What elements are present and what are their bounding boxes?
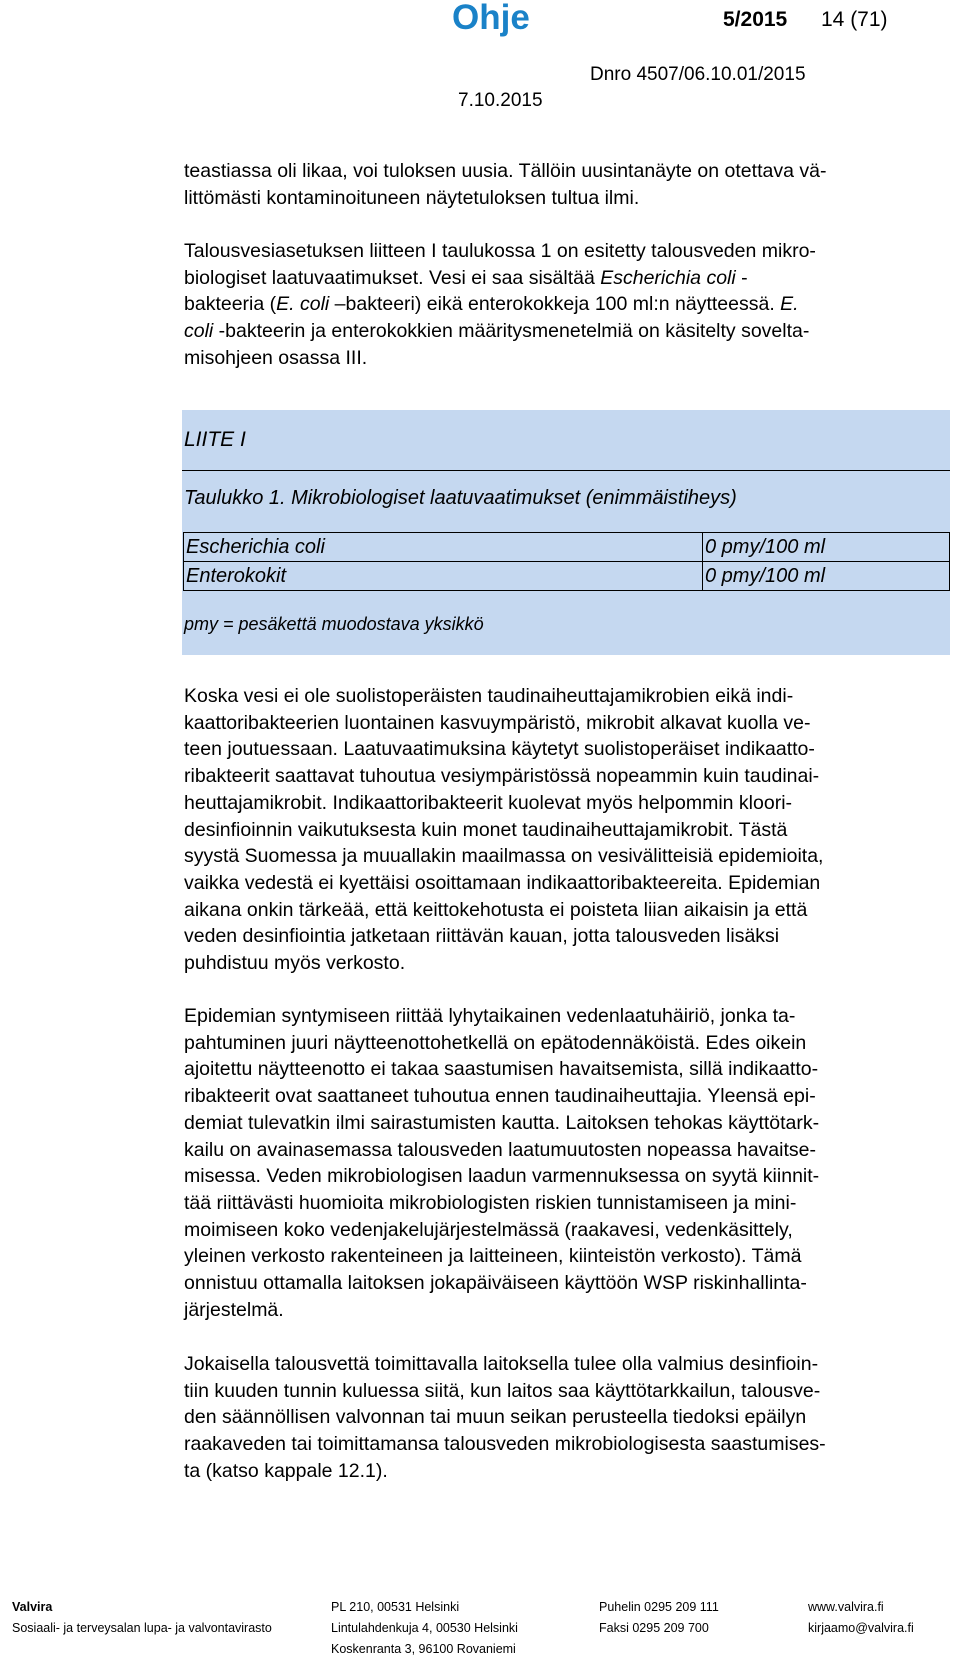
text-line: ribakteerit saattavat tuhoutua vesiympäristössä nopeammin kuin taudinai- <box>184 765 820 788</box>
document-type-title: Ohje <box>452 0 530 37</box>
table-cell-limit: 0 pmy/100 ml <box>703 562 950 591</box>
paragraph-3 <box>184 683 946 977</box>
text-line: aikana onkin tärkeää, että keittokehotusta ei poisteta liian aikaisin ja että <box>184 898 808 921</box>
text-line: onnistuu ottamalla laitoksen jokapäiväiseen käyttöön WSP riskinhallinta- <box>184 1272 807 1295</box>
text-line: misessa. Veden mikrobiologisen laadun varmennuksessa on syytä kiinnit- <box>184 1165 820 1188</box>
table-row <box>184 533 950 562</box>
text-line: puhdistuu myös verkosto. <box>184 952 406 975</box>
text-line: misohjeen osassa III. <box>184 346 368 369</box>
text-line: demiat tulevatkin ilmi sairastumisten kautta. Laitoksen tehokas käyttötark- <box>184 1111 820 1134</box>
record-number: Dnro 4507/06.10.01/2015 <box>590 64 806 85</box>
text-line: yleinen verkosto rakenteineen ja laitteineen, kiinteistön verkosto). Tämä <box>184 1245 802 1268</box>
text-line: moimiseen koko vedenjakelujärjestelmässä (raakavesi, vedenkäsittely, <box>184 1218 793 1241</box>
text-line: pahtuminen juuri näytteenottohetkellä on epätodennäköistä. Edes oikein <box>184 1031 807 1054</box>
footer-fax: Faksi 0295 209 700 <box>599 1621 709 1635</box>
text-line: teastiassa oli likaa, voi tuloksen uusia. Tällöin uusintanäyte on otettava vä- <box>184 160 827 182</box>
text-line: bakteeria (E. coli –bakteeri) eikä enterokokkeja 100 ml:n näytteessä. E. <box>184 293 799 316</box>
footer-email-link[interactable]: kirjaamo@valvira.fi <box>808 1621 914 1635</box>
paragraph-5 <box>184 1351 946 1485</box>
text-line: Epidemian syntymiseen riittää lyhytaikainen vedenlaatuhäiriö, jonka ta- <box>184 1005 796 1027</box>
text-line: tää riittävästi huomioita mikrobiologisten riskien tunnistamiseen ja mini- <box>184 1191 797 1214</box>
text-line: ajoitettu näytteenotto ei takaa saastumisen havaitsemista, sillä indikaatto- <box>184 1058 819 1081</box>
text-line: biologiset laatuvaatimukset. Vesi ei saa sisältää Escherichia coli - <box>184 266 748 289</box>
page-number: 14 (71) <box>821 8 888 31</box>
text-line: Koska vesi ei ole suolistoperäisten taudinaiheuttajamikrobien eikä indi- <box>184 685 794 707</box>
text-line: littömästi kontaminoituneen näytetuloksen tultua ilmi. <box>184 186 640 209</box>
text-line: heuttajamikrobit. Indikaattoribakteerit kuolevat myös helpommin kloori- <box>184 791 793 814</box>
text-line: raakaveden tai toimittamansa talousveden mikrobiologisesta saastumises- <box>184 1433 826 1456</box>
footer-org-full: Sosiaali- ja terveysalan lupa- ja valvontavirasto <box>12 1621 272 1635</box>
text-line: veden desinfiointia jatketaan riittävän kauan, jotta talousveden lisäksi <box>184 925 780 948</box>
text-line: vaikka vedestä ei kyettäisi osoittamaan indikaattoribakteereita. Epidemian <box>184 871 821 894</box>
table-cell-organism: Escherichia coli <box>184 533 703 562</box>
document-date: 7.10.2015 <box>458 90 543 111</box>
table-footnote: pmy = pesäkettä muodostava yksikkö <box>184 614 484 634</box>
appendix-title: LIITE I <box>184 428 246 451</box>
text-line: desinfioinnin vaikutuksesta kuin monet taudinaiheuttajamikrobit. Tästä <box>184 818 788 841</box>
footer-address-3: Koskenranta 3, 96100 Rovaniemi <box>331 1642 516 1656</box>
text-line: den säännöllisen valvonnan tai muun seikan perusteella tiedoksi epäilyn <box>184 1406 807 1429</box>
table-caption: Taulukko 1. Mikrobiologiset laatuvaatimukset (enimmäistiheys) <box>184 487 737 509</box>
text-line: syystä Suomessa ja muuallakin maailmassa on vesivälitteisiä epidemioita, <box>184 845 824 868</box>
footer-website-link[interactable]: www.valvira.fi <box>808 1600 884 1614</box>
footer-address-2: Lintulahdenkuja 4, 00530 Helsinki <box>331 1621 518 1635</box>
appendix-divider <box>182 470 950 471</box>
text-line: järjestelmä. <box>184 1298 284 1321</box>
text-line: Talousvesiasetuksen liitteen I taulukossa 1 on esitetty talousveden mikro- <box>184 240 816 262</box>
text-line: teen joutuessaan. Laatuvaatimuksina käytetyt suolistoperäiset indikaatto- <box>184 738 815 761</box>
text-line: tiin kuuden tunnin kuluessa siitä, kun laitos saa käyttötarkkailun, talousve- <box>184 1379 821 1402</box>
table-cell-limit: 0 pmy/100 ml <box>703 533 950 562</box>
text-line: coli -bakteerin ja enterokokkien määritysmenetelmiä on käsitelty soveltа- <box>184 320 810 343</box>
text-line: ta (katso kappale 12.1). <box>184 1459 388 1482</box>
table-row <box>184 562 950 591</box>
table-cell-organism: Enterokokit <box>184 562 703 591</box>
text-line: Jokaisella talousvettä toimittavalla laitoksella tulee olla valmius desinfioin- <box>184 1353 819 1375</box>
paragraph-4 <box>184 1003 946 1323</box>
footer-address-1: PL 210, 00531 Helsinki <box>331 1600 460 1614</box>
paragraph-1 <box>184 158 946 211</box>
footer-org: Valvira <box>12 1600 53 1614</box>
document-number: 5/2015 <box>723 8 788 31</box>
paragraph-2 <box>184 238 946 372</box>
text-line: kaattoribakteerien luontainen kasvuympäristö, mikrobit alkavat kuolla ve- <box>184 711 811 734</box>
requirements-table <box>183 532 950 591</box>
text-line: kailu on avainasemassa talousveden laatumuutosten nopeassa havaitse- <box>184 1138 816 1161</box>
text-line: ribakteerit ovat saattaneet tuhoutua ennen taudinaiheuttajia. Yleensä epi- <box>184 1085 816 1108</box>
footer-phone: Puhelin 0295 209 111 <box>599 1600 719 1614</box>
